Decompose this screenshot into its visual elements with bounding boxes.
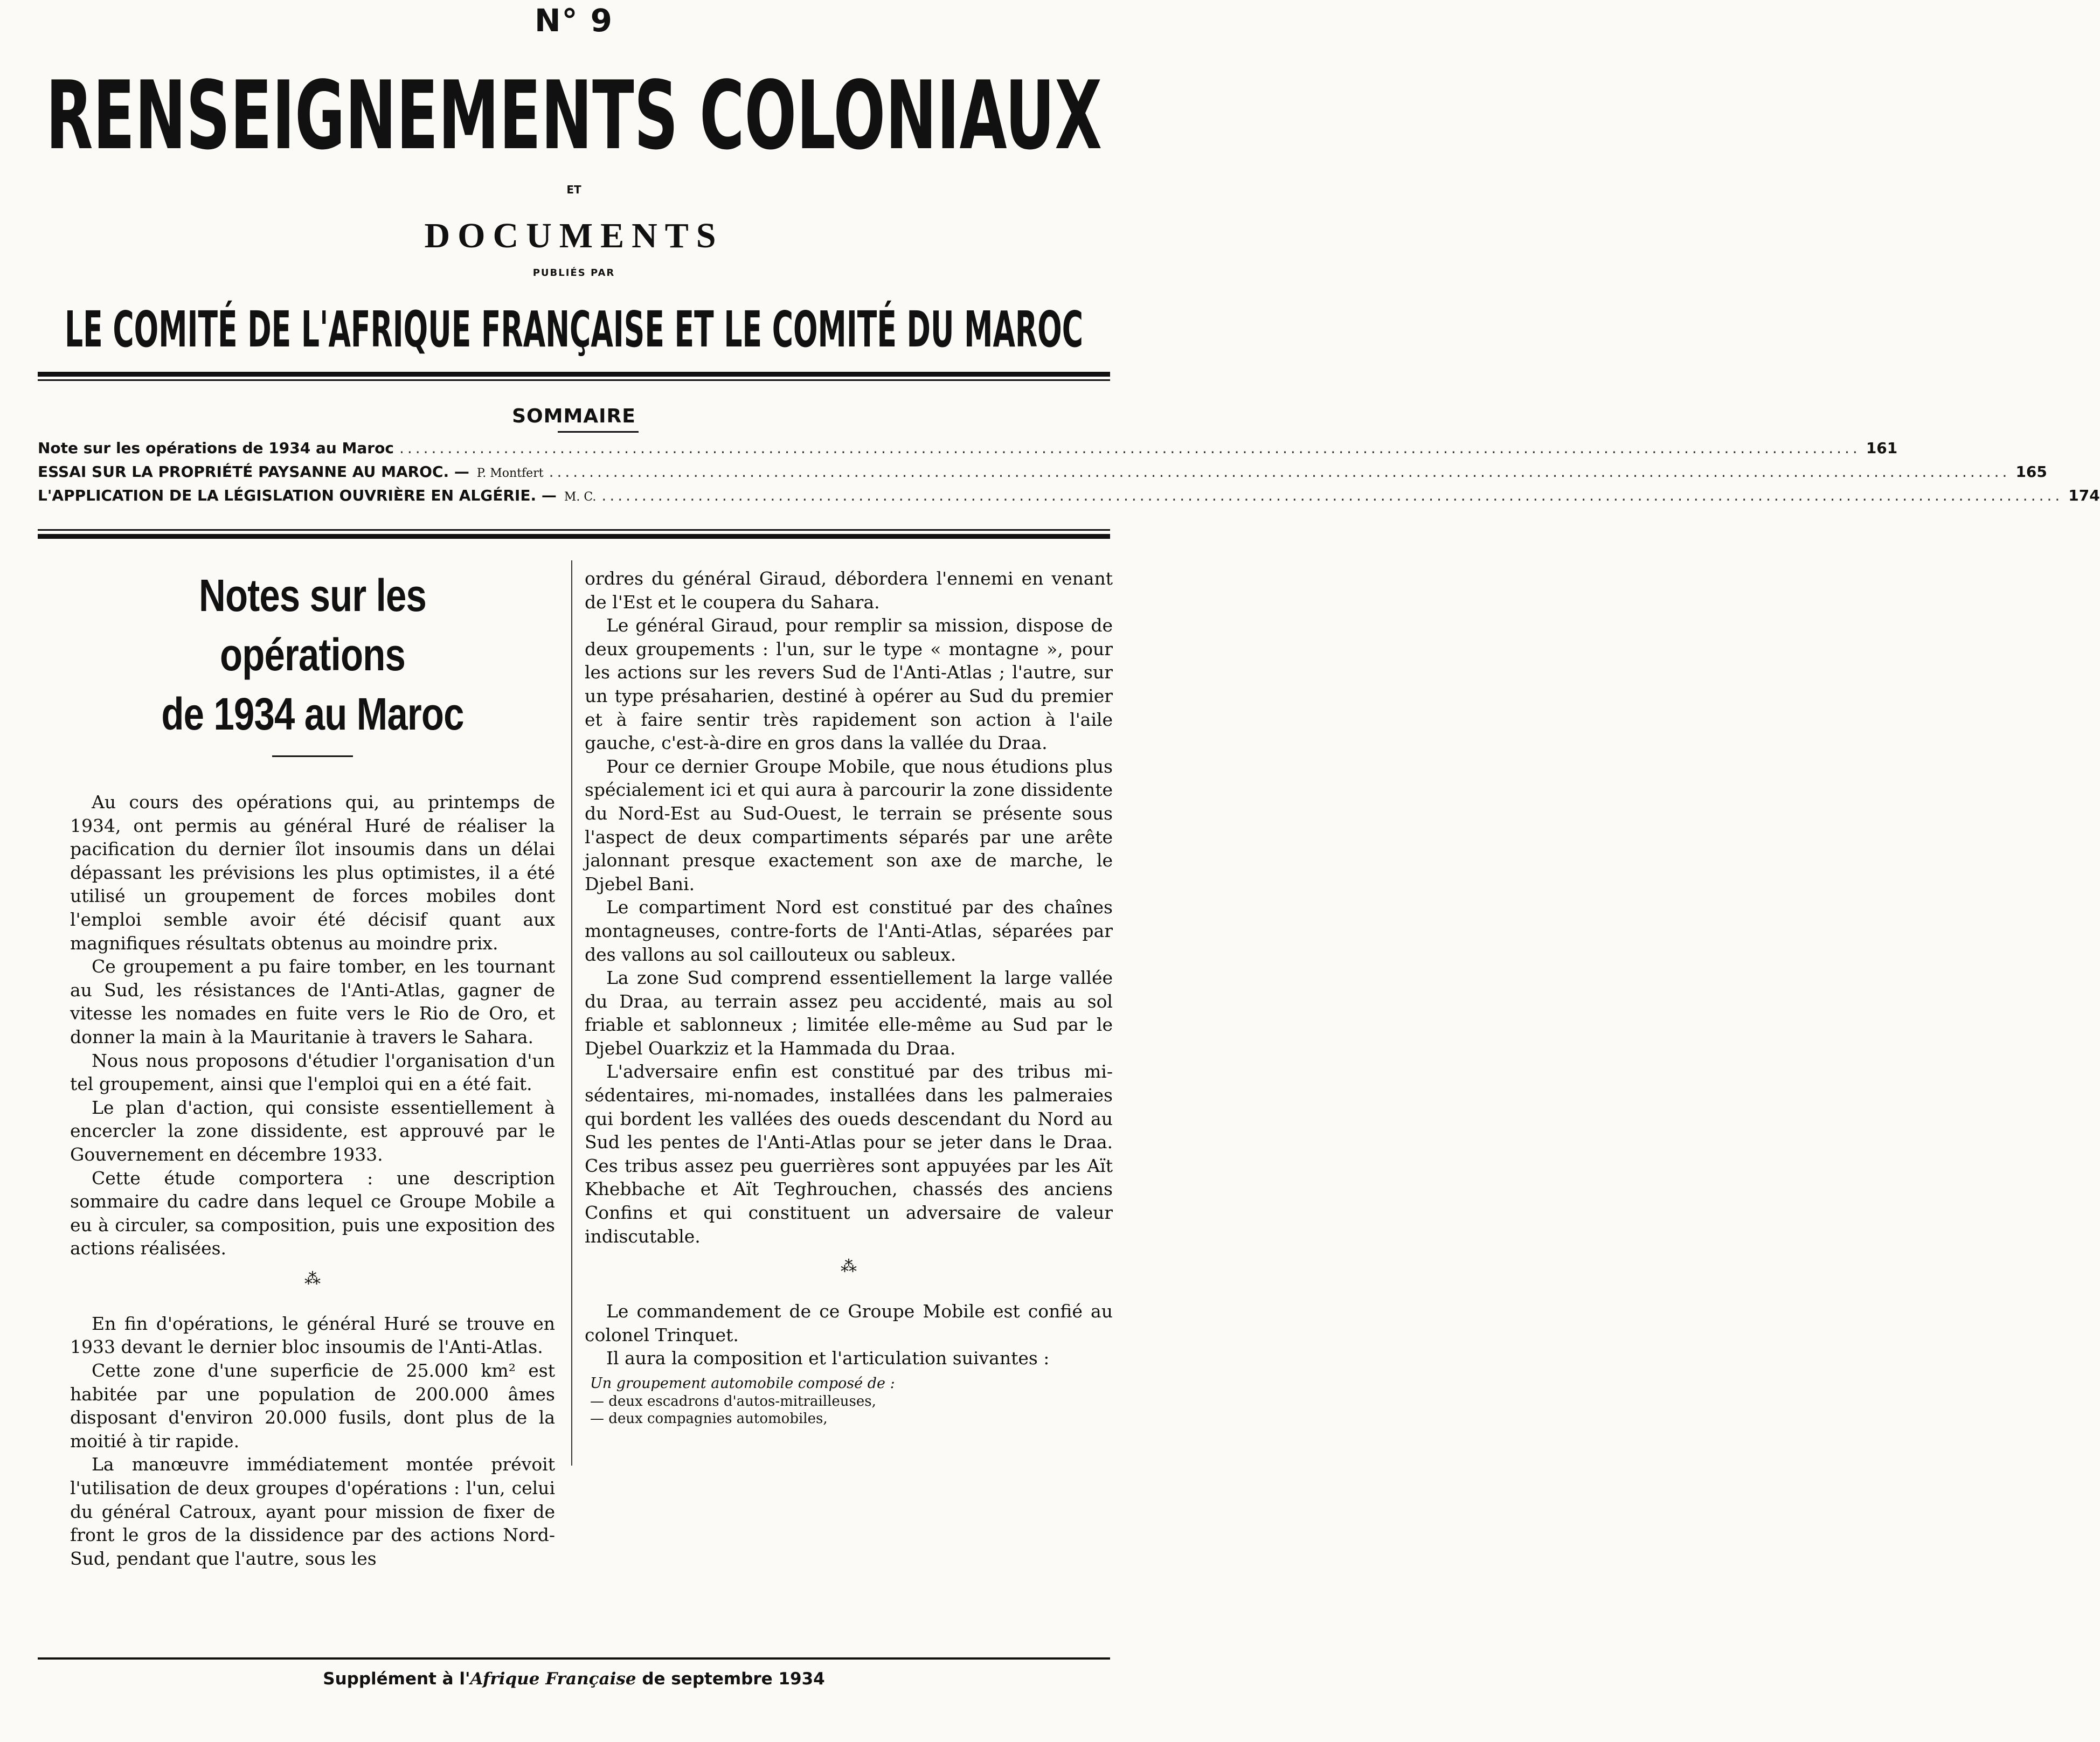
toc-entry[interactable]: [38, 487, 2100, 510]
paragraph: Il aura la composition et l'articulation suivantes :: [606, 1348, 1050, 1369]
footer-suffix: de septembre 1934: [636, 1669, 825, 1689]
sommaire-rule: [38, 534, 1110, 539]
paragraph: Cette zone d'une superficie de 25.000 km² est habitée par une population de 200.000 âmes disposant d'environ 20.000 fusils, dont plus de la moitié à tir rapide.: [70, 1360, 555, 1452]
paragraph: Le général Giraud, pour remplir sa mission, dispose de deux groupements : l'un, sur le type « montagne », pour les actions sur les revers Sud de l'Anti-Atlas ; l'autre, sur un type présaharien, destiné à opérer au Sud du premier et à faire sentir très rapidement son action à l'aile gauche, c'est-à-dire en gros dans la vallée du Draa.: [585, 615, 1113, 754]
masthead-title-text: RENSEIGNEMENTS COLONIAUX: [46, 61, 1102, 171]
headline-rule: [272, 755, 353, 757]
paragraph: Le compartiment Nord est constitué par des chaînes montagneuses, contre-forts de l'Anti-Atlas, séparées par des vallons au sol caillouteux ou sableux.: [585, 897, 1113, 965]
article-column-left: [70, 566, 555, 1570]
paragraph: Ce groupement a pu faire tomber, en les tournant au Sud, les résistances de l'Anti-Atlas, gagner de vitesse les nomades en fuite vers le Rio de Oro, et donner la main à la Mauritanie à travers le Sahara.: [70, 956, 555, 1047]
asterism: ⁂: [841, 1257, 857, 1276]
toc-entry-title: Note sur les opérations de 1934 au Maroc: [38, 439, 394, 457]
masthead-comite-text: LE COMITÉ DE L'AFRIQUE FRANÇAISE ET LE COMITÉ DU MAROC: [65, 301, 1814, 358]
toc-entry-author: P. Montfert: [476, 467, 544, 480]
article-headline-line-2: de 1934 au Maroc: [161, 689, 464, 739]
toc-entry-page: 161: [1866, 439, 1898, 457]
article-headline-line-1: Notes sur les opérations: [199, 570, 426, 680]
toc-entry[interactable]: [38, 463, 2047, 487]
column-divider: [571, 560, 572, 1466]
footer-rule: [38, 1657, 1110, 1660]
masthead-publies-par: PUBLIÉS PAR: [532, 267, 615, 279]
masthead-rule: [38, 372, 1110, 377]
sommaire-rule-thin: [38, 529, 1110, 531]
paragraph: Pour ce dernier Groupe Mobile, que nous étudions plus spécialement ici et qui aura à parcourir la zone dissidente du Nord-Est au Sud-Ouest, le terrain se présente sous l'aspect de deux compartiments séparés par une arête jalonnant presque exactement son axe de marche, le Djebel Bani.: [585, 755, 1113, 894]
toc-entry[interactable]: [38, 439, 1898, 463]
toc-entry-title: L'APPLICATION DE LA LÉGISLATION OUVRIÈRE EN ALGÉRIE. —: [38, 487, 557, 504]
toc-entry-page: 174: [2068, 487, 2100, 504]
asterism: ⁂: [304, 1269, 321, 1288]
sommaire-title: SOMMAIRE: [512, 405, 636, 427]
paragraph: Cette étude comportera : une description sommaire du cadre dans lequel ce Groupe Mobile a eu à circuler, sa composition, puis une exposition des actions réalisées.: [70, 1167, 555, 1259]
masthead-et: ET: [566, 183, 581, 196]
paragraph: La zone Sud comprend essentiellement la large vallée du Draa, au terrain assez peu accidenté, mais au sol friable et sablonneux ; limitée elle-même au Sud par le Djebel Ouarkziz et la Hammada du Draa.: [585, 967, 1113, 1059]
footer-publication: Afrique Française: [470, 1669, 636, 1689]
composition-list-title: Un groupement automobile composé de :: [590, 1375, 895, 1392]
table-of-contents: [38, 439, 2100, 510]
toc-leader: ......................................................................................................................................................................................: [399, 439, 1861, 457]
toc-entry-title: ESSAI SUR LA PROPRIÉTÉ PAYSANNE AU MAROC. —: [38, 463, 469, 481]
paragraph: Au cours des opérations qui, au printemps de 1934, ont permis au général Huré de réaliser la pacification du dernier îlot insoumis dans un délai dépassant les prévisions les plus optimistes, il a été utilisé un groupement de forces mobiles dont l'emploi semble avoir été décisif quant aux magnifiques résultats obtenus au moindre prix.: [70, 792, 555, 954]
page: [38, 0, 2100, 1742]
paragraph: La manœuvre immédiatement montée prévoit l'utilisation de deux groupes d'opérations : l'un, celui du général Catroux, ayant pour mission de fixer de front le gros de la dissidence par des actions Nord-Sud, pendant que l'autre, sous les: [70, 1454, 555, 1569]
masthead-rule-thin: [38, 379, 1110, 381]
masthead-documents: DOCUMENTS: [424, 216, 724, 255]
toc-entry-author: M. C.: [564, 490, 597, 504]
masthead-title: [38, 38, 1110, 171]
footer: [38, 1669, 1110, 1689]
paragraph: L'adversaire enfin est constitué par des tribus mi-sédentaires, mi-nomades, installées dans les palmeraies qui bordent les vallées des oueds descendant du Nord au Sud les pentes de l'Anti-Atlas pour se jeter dans le Draa. Ces tribus assez peu guerrières sont appuyées par les Aït Khebbache et Aït Teghrouchen, chassés des anciens Confins et qui constituent un adversaire de valeur indiscutable.: [585, 1061, 1113, 1247]
paragraph: Le commandement de ce Groupe Mobile est confié au colonel Trinquet.: [585, 1301, 1113, 1345]
paragraph: Le plan d'action, qui consiste essentiellement à encercler la zone dissidente, est approuvé par le Gouvernement en décembre 1933.: [70, 1096, 555, 1165]
list-item: — deux escadrons d'autos-mitrailleuses,: [590, 1393, 876, 1410]
sommaire-underline: [558, 431, 639, 433]
paragraph: ordres du général Giraud, débordera l'ennemi en venant de l'Est et le coupera du Sahara.: [585, 568, 1113, 613]
toc-leader: ......................................................................................................................................................................................: [549, 463, 2011, 481]
footer-prefix: Supplément à l': [323, 1669, 470, 1689]
article-column-right: [585, 567, 1113, 1427]
paragraph: En fin d'opérations, le général Huré se trouve en 1933 devant le dernier bloc insoumis de l'Anti-Atlas.: [70, 1313, 555, 1358]
toc-entry-page: 165: [2015, 463, 2047, 481]
paragraph: Nous nous proposons d'étudier l'organisation d'un tel groupement, ainsi que l'emploi qui en a été fait.: [70, 1050, 555, 1095]
masthead-comite-line: [38, 294, 1814, 358]
issue-number: N° 9: [534, 2, 614, 39]
list-item: — deux compagnies automobiles,: [590, 1411, 828, 1427]
toc-leader: ......................................................................................................................................................................................: [601, 487, 2063, 504]
